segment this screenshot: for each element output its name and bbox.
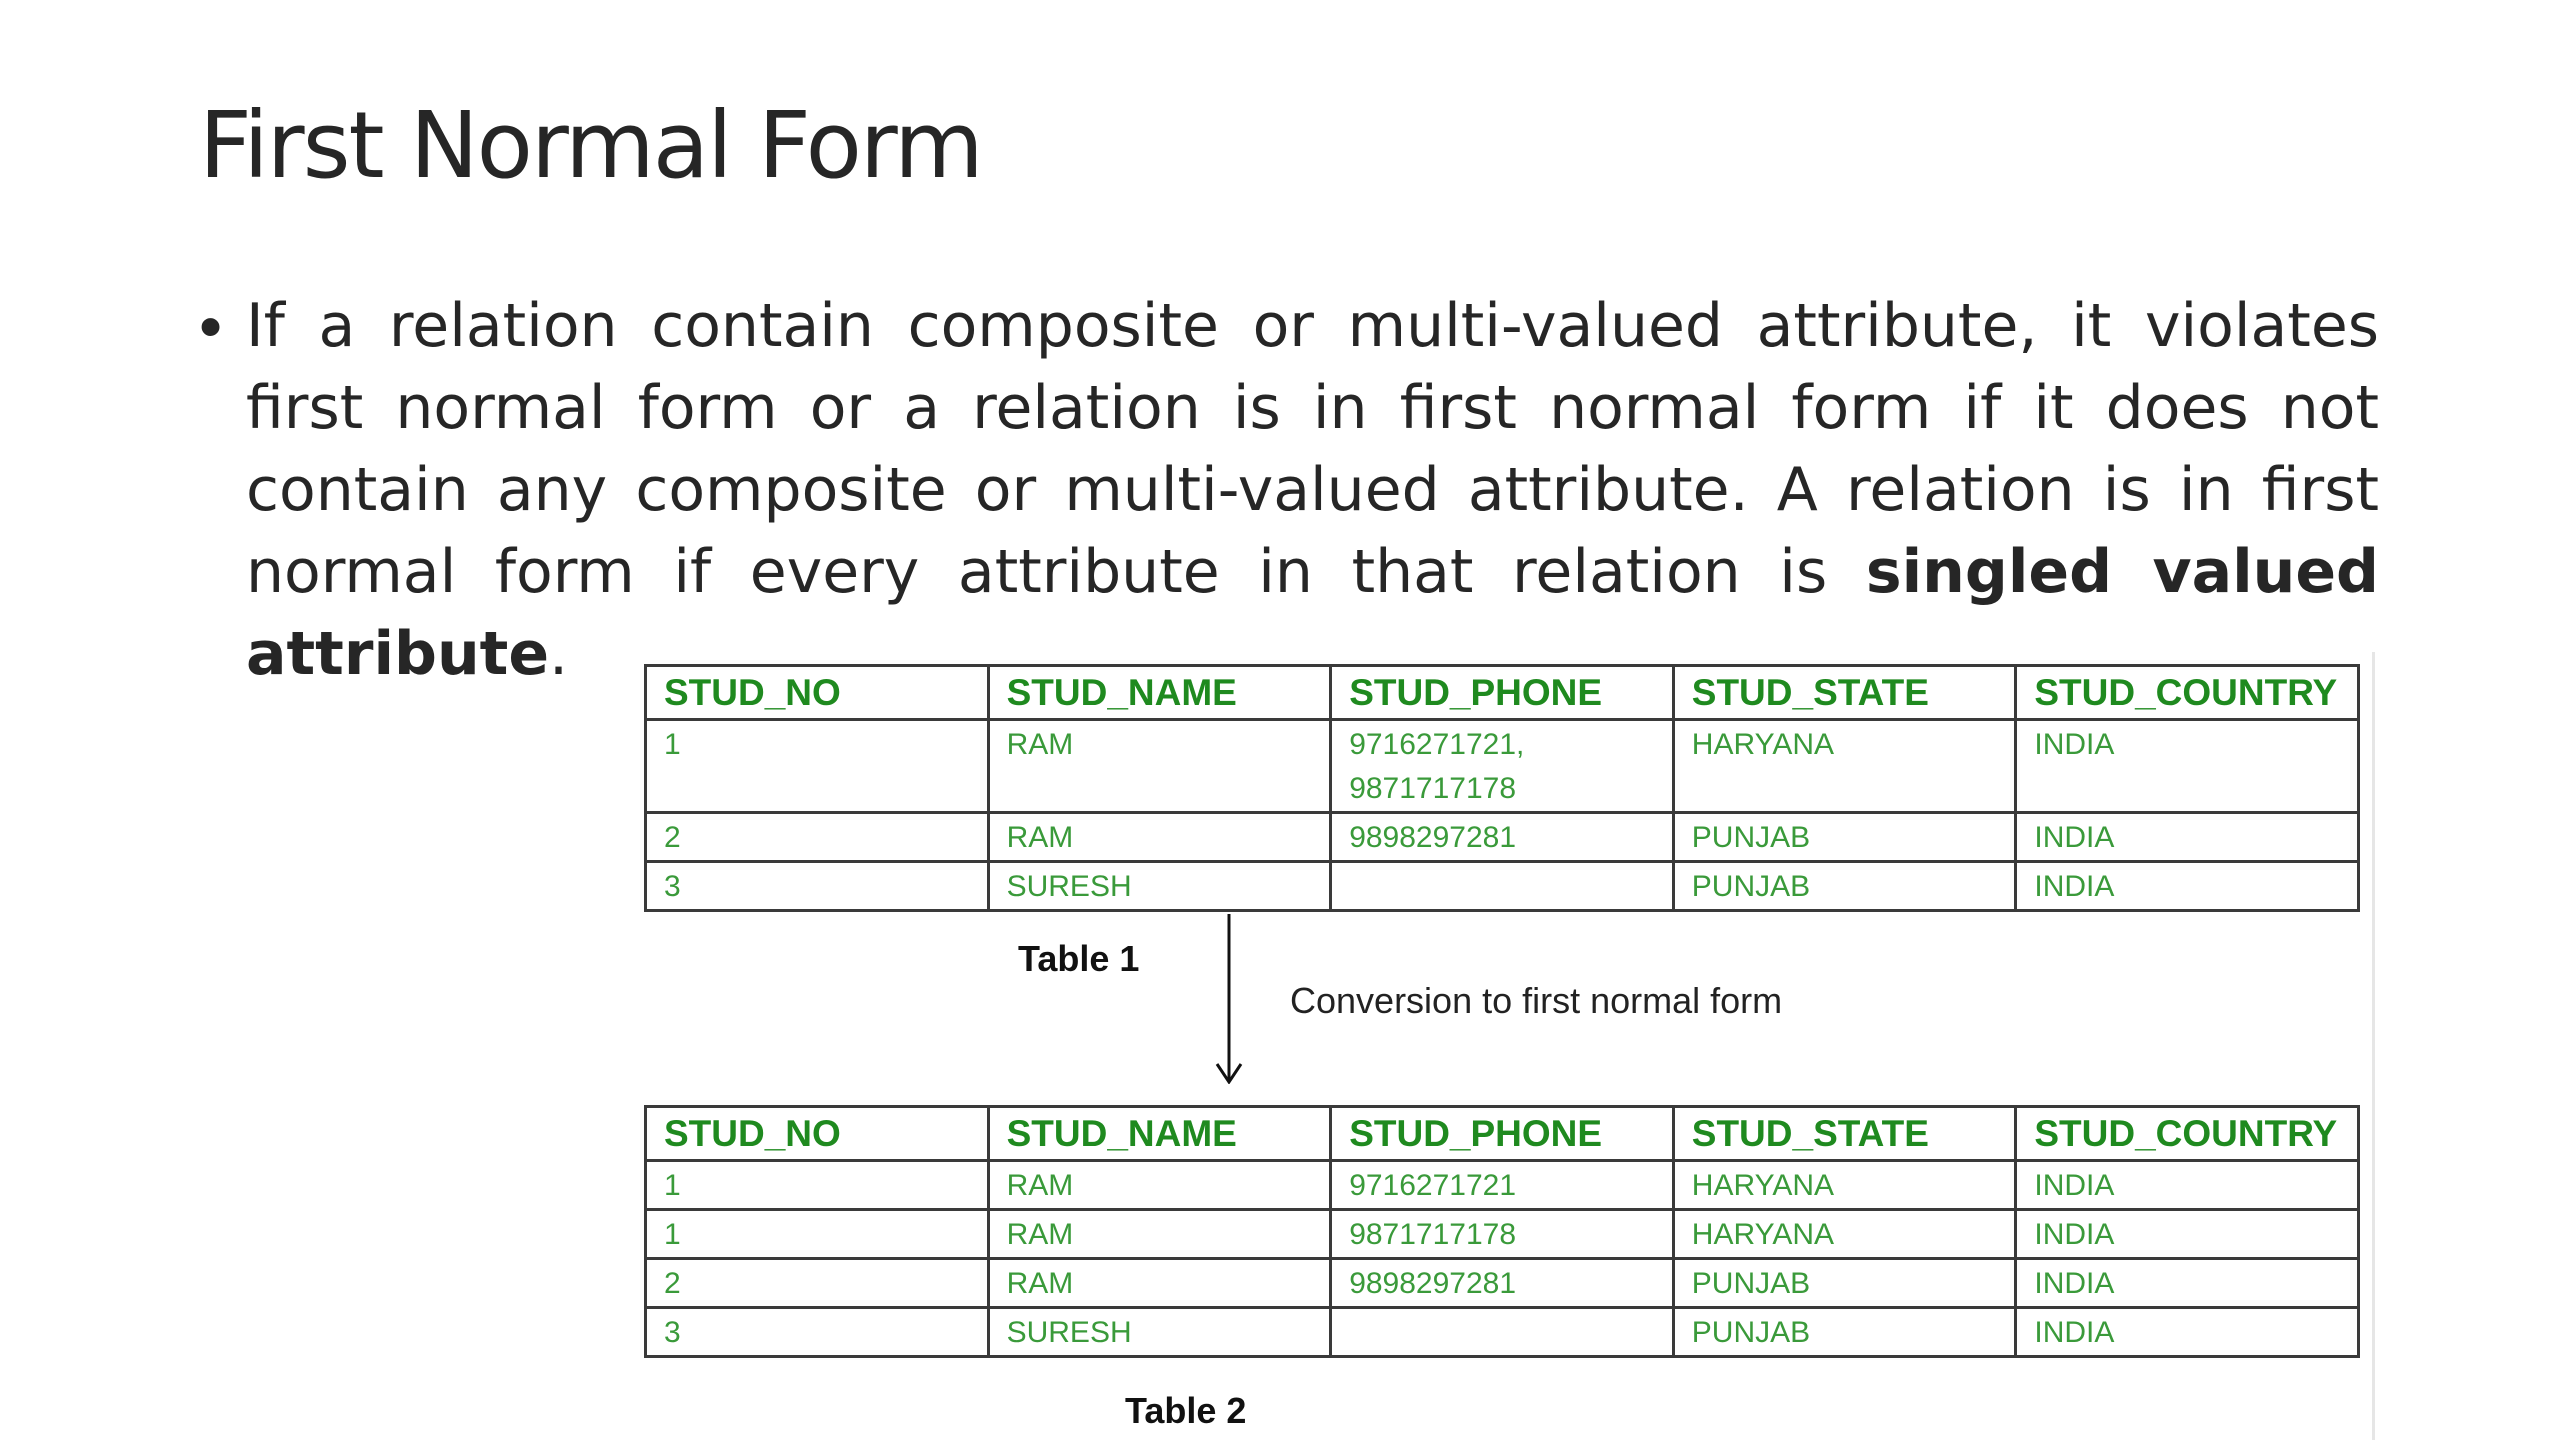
table-cell: INDIA	[2016, 720, 2359, 813]
table-cell: HARYANA	[1673, 720, 2016, 813]
table-cell: INDIA	[2016, 862, 2359, 911]
bullet-text-main: If a relation contain composite or multi-valued attribute, it violates first normal form or a relation is in first normal form if it does not contain any composite or multi-valued attribute. A relation is in first normal form if every attribute in that relation is	[246, 291, 2379, 607]
table-row	[646, 720, 2359, 813]
table-cell: SURESH	[988, 1308, 1331, 1357]
table-cell: 2	[646, 813, 989, 862]
tables-image	[620, 652, 2375, 1440]
table-cell: INDIA	[2016, 1308, 2359, 1357]
table-cell: PUNJAB	[1673, 1308, 2016, 1357]
bullet-dot-icon: •	[199, 289, 223, 363]
table-cell: RAM	[988, 1210, 1331, 1259]
table-cell: 3	[646, 862, 989, 911]
column-header: STUD_COUNTRY	[2016, 666, 2359, 720]
table-row	[646, 862, 2359, 911]
column-header: STUD_STATE	[1673, 1107, 2016, 1161]
column-header: STUD_NO	[646, 666, 989, 720]
column-header: STUD_PHONE	[1331, 666, 1674, 720]
table-2	[644, 1105, 2360, 1358]
table-row	[646, 1210, 2359, 1259]
table-cell: 9898297281	[1331, 813, 1674, 862]
table-cell: 2	[646, 1259, 989, 1308]
table-cell: INDIA	[2016, 1161, 2359, 1210]
table-cell: HARYANA	[1673, 1161, 2016, 1210]
table-cell: 1	[646, 720, 989, 813]
down-arrow-icon	[1214, 914, 1244, 1084]
table-row	[646, 1308, 2359, 1357]
column-header: STUD_COUNTRY	[2016, 1107, 2359, 1161]
table-cell: RAM	[988, 1259, 1331, 1308]
table-cell: 9871717178	[1331, 1210, 1674, 1259]
table-cell: 9898297281	[1331, 1259, 1674, 1308]
table-header-row	[646, 1107, 2359, 1161]
table-2-caption: Table 2	[1125, 1390, 1247, 1431]
table-cell: INDIA	[2016, 813, 2359, 862]
table-cell: RAM	[988, 720, 1331, 813]
table-cell: PUNJAB	[1673, 813, 2016, 862]
table-cell	[1331, 1308, 1674, 1357]
table-row	[646, 813, 2359, 862]
column-header: STUD_NAME	[988, 1107, 1331, 1161]
table-header-row	[646, 666, 2359, 720]
table-cell: PUNJAB	[1673, 862, 2016, 911]
table-cell: PUNJAB	[1673, 1259, 2016, 1308]
column-header: STUD_STATE	[1673, 666, 2016, 720]
bullet-text-end: .	[549, 619, 569, 689]
table-cell: INDIA	[2016, 1259, 2359, 1308]
table-cell: SURESH	[988, 862, 1331, 911]
bullet-text	[246, 285, 2379, 695]
column-header: STUD_NAME	[988, 666, 1331, 720]
column-header: STUD_NO	[646, 1107, 989, 1161]
table-1	[644, 664, 2360, 912]
column-header: STUD_PHONE	[1331, 1107, 1674, 1161]
table-cell: 1	[646, 1161, 989, 1210]
conversion-label: Conversion to first normal form	[1290, 980, 1783, 1021]
table-cell: 9716271721, 9871717178	[1331, 720, 1674, 813]
slide-title: First Normal Form	[199, 92, 982, 199]
bullet-point	[199, 285, 2379, 695]
table-cell: INDIA	[2016, 1210, 2359, 1259]
table-cell: 1	[646, 1210, 989, 1259]
table-row	[646, 1259, 2359, 1308]
table-1-caption: Table 1	[1018, 938, 1140, 979]
table-row	[646, 1161, 2359, 1210]
table-cell: RAM	[988, 813, 1331, 862]
table-cell: HARYANA	[1673, 1210, 2016, 1259]
table-cell	[1331, 862, 1674, 911]
table-cell: 3	[646, 1308, 989, 1357]
table-cell: RAM	[988, 1161, 1331, 1210]
table-cell: 9716271721	[1331, 1161, 1674, 1210]
bullet-text-bold: singled valued attribute	[246, 537, 2379, 689]
